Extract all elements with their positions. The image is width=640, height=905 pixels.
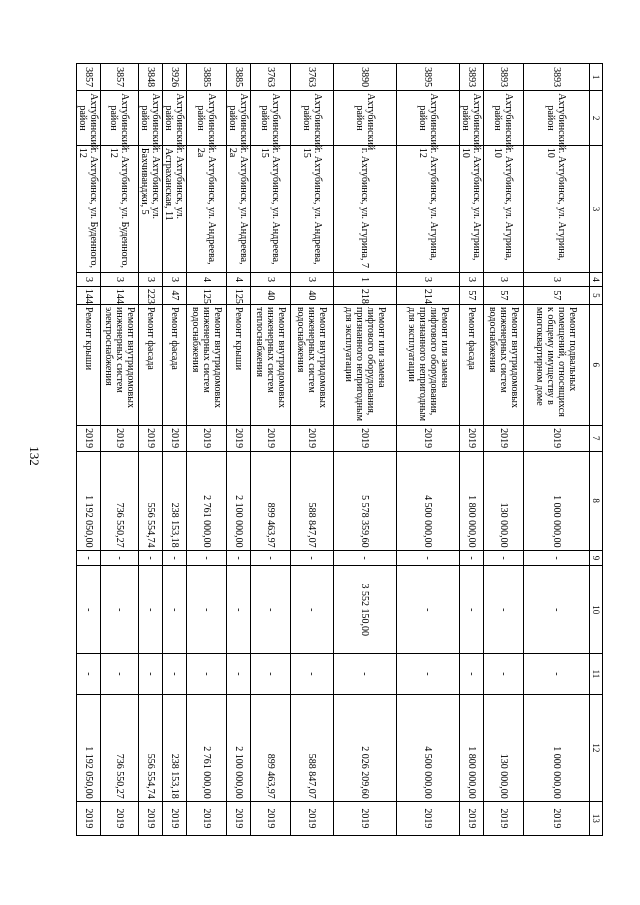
value-col-12: 2 100 000,00 [227,694,251,801]
column-number: 8 [590,451,603,550]
column-number: 12 [590,694,603,801]
year-col-13: 2019 [101,801,139,835]
value-col-9: - [460,550,484,566]
column-number: 11 [590,654,603,695]
year-col-7: 2019 [187,425,227,451]
row-id: 3763 [251,64,291,91]
value-col-5: 144 [101,286,139,304]
district-name: Ахтубинский район [251,91,291,146]
work-type: Ремонт или замена лифтового оборудования, признанного непригодным для эксплуатации [397,305,460,426]
year-col-7: 2019 [460,425,484,451]
column-number: 6 [590,305,603,426]
column-number-row [590,64,603,836]
row-id: 3763 [291,64,334,91]
value-col-4: 3 [163,273,187,287]
value-col-4: 4 [227,273,251,287]
value-col-9: - [524,550,590,566]
row-id: 3895 [397,64,460,91]
value-col-10: - [291,566,334,654]
column-number: 7 [590,425,603,451]
work-type: Ремонт или замена лифтового оборудования, признанного непригодным для эксплуатации [334,305,397,426]
value-col-5: 125 [187,286,227,304]
work-type: Ремонт фасада [139,305,163,426]
value-col-4: 3 [484,273,524,287]
total-cost: 2 100 000,00 [227,451,251,550]
year-col-7: 2019 [163,425,187,451]
value-col-11: - [524,654,590,695]
value-col-5: 144 [77,286,101,304]
address: г. Ахтубинск, ул. Агурина, 7 [334,145,397,272]
value-col-11: - [101,654,139,695]
value-col-9: - [484,550,524,566]
value-col-12: 1 192 050,00 [77,694,101,801]
year-col-7: 2019 [251,425,291,451]
value-col-10: - [397,566,460,654]
value-col-10: - [251,566,291,654]
year-col-13: 2019 [227,801,251,835]
address: г. Ахтубинск, ул. Агурина, 12 [397,145,460,272]
value-col-11: - [227,654,251,695]
value-col-11: - [397,654,460,695]
work-type: Ремонт внутридомовых инженерных систем теплоснабжения [251,305,291,426]
total-cost: 1 192 050,00 [77,451,101,550]
column-number: 10 [590,566,603,654]
value-col-12: 238 153,18 [163,694,187,801]
work-type: Ремонт внутридомовых инженерных систем водоснабжения [187,305,227,426]
row-id: 3848 [139,64,163,91]
work-type: Ремонт внутридомовых инженерных систем водоснабжения [484,305,524,426]
address: г. Ахтубинск, ул. Буденного, 12 [101,145,139,272]
address: г. Ахтубинск, ул. Агурина, 10 [524,145,590,272]
value-col-11: - [291,654,334,695]
table-row [484,64,524,836]
work-type: Ремонт подвальных помещений, относящихся к общему имуществу в многоквартирном доме [524,305,590,426]
value-col-5: 125 [227,286,251,304]
value-col-9: - [101,550,139,566]
total-cost: 556 554,74 [139,451,163,550]
value-col-10: - [187,566,227,654]
page-number: 132 [27,446,42,466]
value-col-11: - [484,654,524,695]
value-col-12: 736 550,27 [101,694,139,801]
year-col-13: 2019 [187,801,227,835]
value-col-4: 3 [291,273,334,287]
year-col-13: 2019 [484,801,524,835]
table-row [139,64,163,836]
value-col-4: 3 [251,273,291,287]
total-cost: 4 500 000,00 [397,451,460,550]
total-cost: 588 847,07 [291,451,334,550]
value-col-10: - [484,566,524,654]
year-col-7: 2019 [334,425,397,451]
value-col-10: - [460,566,484,654]
value-col-12: 130 000,00 [484,694,524,801]
district-name: Ахтубинский район [187,91,227,146]
value-col-10: - [101,566,139,654]
district-name: Ахтубинский район [460,91,484,146]
value-col-9: - [291,550,334,566]
rotated-page [77,63,603,836]
value-col-9: - [334,550,397,566]
year-col-7: 2019 [397,425,460,451]
value-col-9: - [187,550,227,566]
column-number: 2 [590,91,603,146]
district-name: Ахтубинский район [334,91,397,146]
column-number: 13 [590,801,603,835]
value-col-12: 588 847,07 [291,694,334,801]
address: г. Ахтубинск, ул. Андреева, 15 [251,145,291,272]
year-col-7: 2019 [524,425,590,451]
address: г. Ахтубинск, ул. Агурина, 10 [460,145,484,272]
address: г. Ахтубинск, ул. Андреева, 2а [187,145,227,272]
value-col-12: 899 463,97 [251,694,291,801]
row-id: 3926 [163,64,187,91]
value-col-5: 57 [524,286,590,304]
work-type: Ремонт фасада [460,305,484,426]
table-body [77,64,603,836]
value-col-4: 3 [139,273,163,287]
value-col-5: 40 [251,286,291,304]
district-name: Ахтубинский район [291,91,334,146]
value-col-12: 4 500 000,00 [397,694,460,801]
value-col-5: 57 [484,286,524,304]
value-col-4: 1 [334,273,397,287]
value-col-10: - [227,566,251,654]
total-cost: 2 761 000,00 [187,451,227,550]
value-col-4: 4 [187,273,227,287]
row-id: 3893 [460,64,484,91]
work-type: Ремонт крыши [77,305,101,426]
year-col-13: 2019 [397,801,460,835]
work-type: Ремонт внутридомовых инженерных систем водоснабжения [291,305,334,426]
table-row [77,64,101,836]
value-col-12: 1 000 000,00 [524,694,590,801]
table-row [291,64,334,836]
year-col-13: 2019 [163,801,187,835]
value-col-5: 223 [139,286,163,304]
year-col-13: 2019 [139,801,163,835]
district-name: Ахтубинский район [484,91,524,146]
work-type: Ремонт внутридомовых инженерных систем электроснабжения [101,305,139,426]
value-col-9: - [139,550,163,566]
total-cost: 5 578 359,60 [334,451,397,550]
address: г. Ахтубинск, ул. Астраханская, 11 [163,145,187,272]
value-col-9: - [77,550,101,566]
total-cost: 130 000,00 [484,451,524,550]
value-col-4: 3 [397,273,460,287]
district-name: Ахтубинский район [101,91,139,146]
value-col-5: 214 [397,286,460,304]
year-col-13: 2019 [251,801,291,835]
rotated-table-area [77,63,603,836]
district-name: Ахтубинский район [139,91,163,146]
row-id: 3885 [227,64,251,91]
total-cost: 736 550,27 [101,451,139,550]
value-col-5: 40 [291,286,334,304]
value-col-12: 2 026 209,60 [334,694,397,801]
value-col-5: 47 [163,286,187,304]
column-number: 5 [590,286,603,304]
year-col-7: 2019 [227,425,251,451]
column-number: 9 [590,550,603,566]
column-number: 3 [590,145,603,272]
year-col-13: 2019 [460,801,484,835]
district-name: Ахтубинский район [397,91,460,146]
year-col-7: 2019 [291,425,334,451]
year-col-7: 2019 [101,425,139,451]
value-col-12: 2 761 000,00 [187,694,227,801]
address: г. Ахтубинск, ул. Андреева, 2а [227,145,251,272]
year-col-13: 2019 [291,801,334,835]
year-col-13: 2019 [77,801,101,835]
address: г. Ахтубинск, ул. Буденного, 12 [77,145,101,272]
value-col-4: 3 [101,273,139,287]
table-row [251,64,291,836]
row-id: 3890 [334,64,397,91]
total-cost: 1 800 000,00 [460,451,484,550]
value-col-9: - [251,550,291,566]
value-col-9: - [163,550,187,566]
value-col-9: - [227,550,251,566]
value-col-5: 57 [460,286,484,304]
table-row [163,64,187,836]
row-id: 3893 [524,64,590,91]
table-row [397,64,460,836]
year-col-7: 2019 [77,425,101,451]
address: г. Ахтубинск, ул. Агурина, 10 [484,145,524,272]
repair-program-table [76,63,603,836]
year-col-13: 2019 [524,801,590,835]
value-col-11: - [460,654,484,695]
district-name: Ахтубинский район [227,91,251,146]
work-type: Ремонт крыши [227,305,251,426]
value-col-4: 3 [460,273,484,287]
total-cost: 899 463,97 [251,451,291,550]
row-id: 3893 [484,64,524,91]
table-row [524,64,590,836]
row-id: 3857 [77,64,101,91]
year-col-13: 2019 [334,801,397,835]
district-name: Ахтубинский район [77,91,101,146]
work-type: Ремонт фасада [163,305,187,426]
value-col-11: - [251,654,291,695]
value-col-12: 1 800 000,00 [460,694,484,801]
table-row [187,64,227,836]
total-cost: 1 000 000,00 [524,451,590,550]
table-row [227,64,251,836]
column-number: 1 [590,64,603,91]
value-col-5: 218 [334,286,397,304]
table-row [334,64,397,836]
value-col-10: - [524,566,590,654]
value-col-11: - [139,654,163,695]
row-id: 3885 [187,64,227,91]
value-col-10: - [77,566,101,654]
address: г. Ахтубинск, ул. Бахчиванджи, 5 [139,145,163,272]
value-col-9: - [397,550,460,566]
value-col-4: 3 [77,273,101,287]
row-id: 3857 [101,64,139,91]
value-col-12: 556 554,74 [139,694,163,801]
total-cost: 238 153,18 [163,451,187,550]
value-col-11: - [187,654,227,695]
value-col-10: 3 552 150,00 [334,566,397,654]
value-col-11: - [163,654,187,695]
column-number: 4 [590,273,603,287]
address: г. Ахтубинск, ул. Андреева, 15 [291,145,334,272]
district-name: Ахтубинский район [524,91,590,146]
value-col-10: - [139,566,163,654]
year-col-7: 2019 [139,425,163,451]
year-col-7: 2019 [484,425,524,451]
value-col-11: - [77,654,101,695]
table-row [460,64,484,836]
value-col-4: 3 [524,273,590,287]
value-col-11: - [334,654,397,695]
district-name: Ахтубинский район [163,91,187,146]
table-row [101,64,139,836]
value-col-10: - [163,566,187,654]
